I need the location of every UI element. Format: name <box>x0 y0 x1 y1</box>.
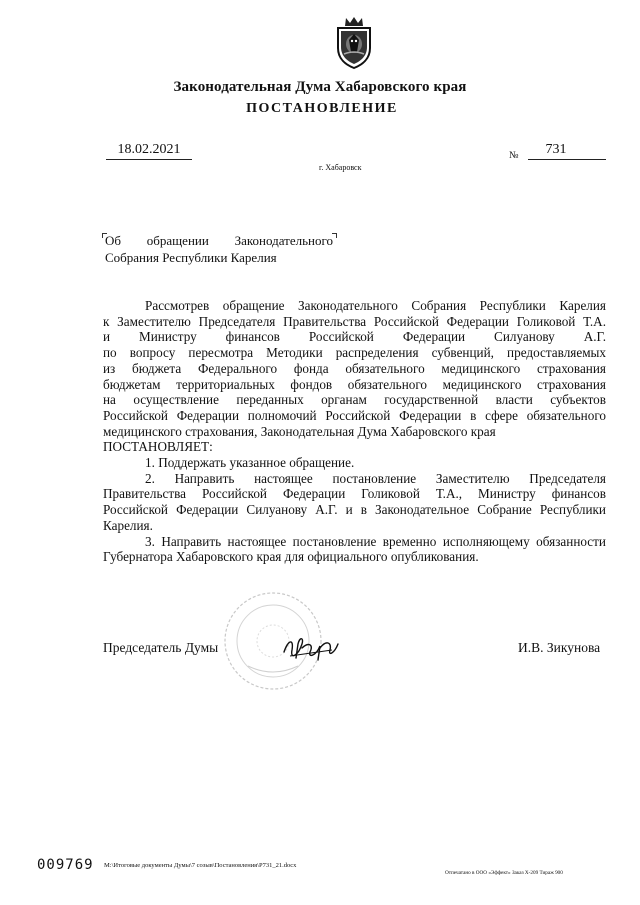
item-2-line: 2. Направить настоящее постановление Заместителю Председателя <box>145 470 606 486</box>
item-1: 1. Поддержать указанное обращение. <box>145 455 355 471</box>
file-path: M:\Итоговые документы Думы\7 созыв\Постановления\P731_21.docx <box>104 862 297 869</box>
decree-word: ПОСТАНОВЛЯЕТ: <box>103 439 213 455</box>
body-line: медицинского страхования, Законодательная Дума Хабаровского края <box>103 423 496 439</box>
subject-word: обращении <box>146 233 209 248</box>
subject-line-1 <box>105 232 333 249</box>
body-line: бюджетам территориальных фондов обязательного медицинского страхования <box>103 376 606 392</box>
signatory-title: Председатель Думы <box>103 640 219 655</box>
document-number: 731 <box>528 142 606 160</box>
coat-of-arms-icon <box>332 14 376 70</box>
item-3-line: Губернатора Хабаровского края для официального опубликования. <box>103 549 479 565</box>
body-line: Рассмотрев обращение Законодательного Собрания Республики Карелия <box>145 298 606 313</box>
handwritten-signature-icon <box>280 630 340 666</box>
document-date: 18.02.2021 <box>106 142 192 160</box>
subject-word: Об <box>105 233 122 248</box>
item-2-line: Российской Федерации Силуанову А.Г. и в Законодательное Собрание Республики <box>103 502 606 518</box>
item-2-line: Карелия. <box>103 517 153 533</box>
document-body <box>103 298 606 565</box>
item-2-line: Правительства Российской Федерации Голиковой Т.А., Министру финансов <box>103 486 606 502</box>
print-note: Отпечатано в ООО «Эффект» Заказ Х-209 Тираж 900 <box>445 870 563 876</box>
body-line: к Заместителю Председателя Правительства Российской Федерации Голиковой Т.А. <box>103 313 606 329</box>
body-line: и Министру финансов Российской Федерации Силуанову А.Г. <box>103 329 606 345</box>
organization-title: Законодательная Дума Хабаровского края <box>173 79 467 95</box>
item-3-line: 3. Направить настоящее постановление временно исполняющему обязанности <box>145 533 606 549</box>
document-type: ПОСТАНОВЛЕНИЕ <box>246 101 398 116</box>
registration-number: 009769 <box>37 857 94 873</box>
body-line: из бюджета Федерального фонда обязательного медицинского страхования <box>103 360 606 376</box>
signatory-name: И.В. Зикунова <box>518 640 601 655</box>
body-line: на осуществление переданных органам государственной власти субъектов <box>103 392 606 408</box>
body-line: Российской Федерации полномочий Российской Федерации в сфере обязательного <box>103 407 606 423</box>
city-label: г. Хабаровск <box>319 163 362 172</box>
document-subject <box>105 232 333 266</box>
subject-line-2: Собрания Республики Карелия <box>105 250 277 265</box>
number-sign: № <box>509 150 519 161</box>
subject-word: Законодательного <box>234 233 333 248</box>
body-line: по вопросу пересмотра Методики распределения субвенций, предоставляемых <box>103 345 606 361</box>
